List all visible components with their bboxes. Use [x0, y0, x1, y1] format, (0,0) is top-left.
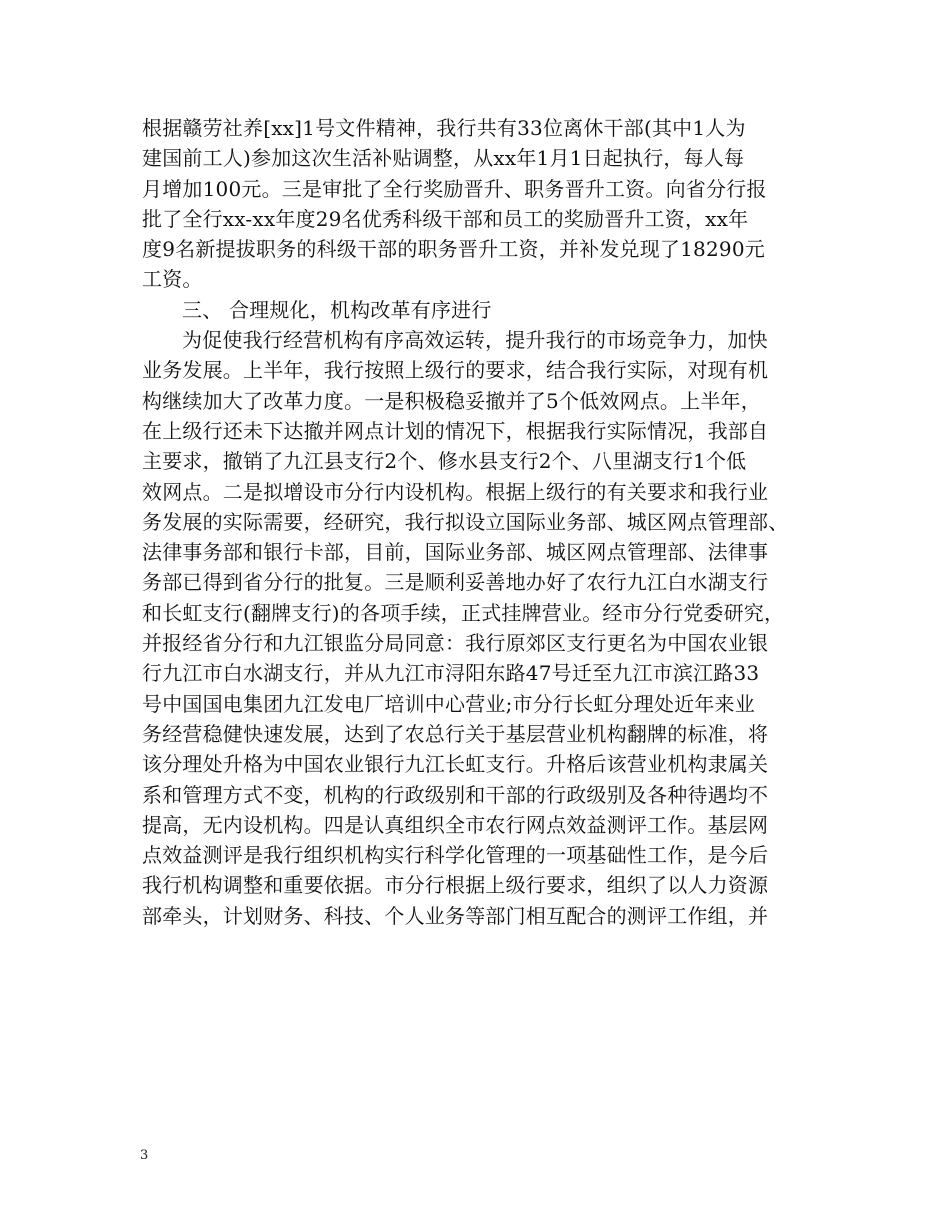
text-line: 在上级行还未下达撤并网点计划的情况下，根据我行实际情况，我部自 [142, 418, 769, 443]
text-line: 度9名新提拔职务的科级干部的职务晋升工资，并补发兑现了18290元 [142, 237, 765, 262]
page-number: 3 [140, 1148, 149, 1163]
text-line: 主要求，撤销了九江县支行2个、修水县支行2个、八里湖支行1个低 [142, 449, 747, 474]
text-line: 提高，无内设机构。四是认真组织全市农行网点效益测评工作。基层网 [142, 812, 769, 837]
paragraph-first-line: 为促使我行经营机构有序高效运转，提升我行的市场竞争力，加快 [182, 328, 768, 353]
text-line: 业务发展。上半年，我行按照上级行的要求，结合我行实际，对现有机 [142, 358, 769, 383]
text-line: 务经营稳健快速发展，达到了农总行关于基层营业机构翻牌的标准，将 [142, 721, 769, 746]
text-line: 建国前工人)参加这次生活补贴调整，从xx年1月1日起执行，每人每 [142, 146, 745, 171]
text-line: 号中国国电集团九江发电厂培训中心营业;市分行长虹分理处近年来业 [142, 691, 755, 716]
text-line: 部牵头，计划财务、科技、个人业务等部门相互配合的测评工作组，并 [142, 903, 769, 928]
text-line: 务部已得到省分行的批复。三是顺利妥善地办好了农行九江白水湖支行 [142, 570, 769, 595]
text-line: 系和管理方式不变，机构的行政级别和干部的行政级别及各种待遇均不 [142, 782, 769, 807]
body-text [142, 113, 832, 931]
text-line: 点效益测评是我行组织机构实行科学化管理的一项基础性工作，是今后 [142, 843, 769, 868]
text-line: 和长虹支行(翻牌支行)的各项手续，正式挂牌营业。经市分行党委研究， [142, 600, 785, 625]
text-line: 根据赣劳社养[xx]1号文件精神，我行共有33位离休干部(其中1人为 [142, 116, 746, 140]
text-line: 法律事务部和银行卡部，目前，国际业务部、城区网点管理部、法律事 [142, 540, 769, 565]
text-line: 行九江市白水湖支行，并从九江市浔阳东路47号迁至九江市滨江路33 [142, 661, 760, 686]
section-heading: 三、 合理规化，机构改革有序进行 [182, 297, 492, 322]
text-line: 务发展的实际需要，经研究，我行拟设立国际业务部、城区网点管理部、 [142, 509, 789, 534]
text-line: 月增加100元。三是审批了全行奖励晋升、职务晋升工资。向省分行报 [142, 176, 767, 201]
text-line: 我行机构调整和重要依据。市分行根据上级行要求，组织了以人力资源 [142, 873, 769, 898]
text-line: 工资。 [142, 267, 203, 292]
text-line: 并报经省分行和九江银监分局同意：我行原郊区支行更名为中国农业银 [142, 631, 769, 656]
text-line: 该分理处升格为中国农业银行九江长虹支行。升格后该营业机构隶属关 [142, 752, 769, 777]
text-line: 效网点。二是拟增设市分行内设机构。根据上级行的有关要求和我行业 [142, 479, 769, 504]
text-line: 构继续加大了改革力度。一是积极稳妥撤并了5个低效网点。上半年， [142, 388, 761, 413]
text-line: 批了全行xx-xx年度29名优秀科级干部和员工的奖励晋升工资，xx年 [142, 206, 749, 231]
